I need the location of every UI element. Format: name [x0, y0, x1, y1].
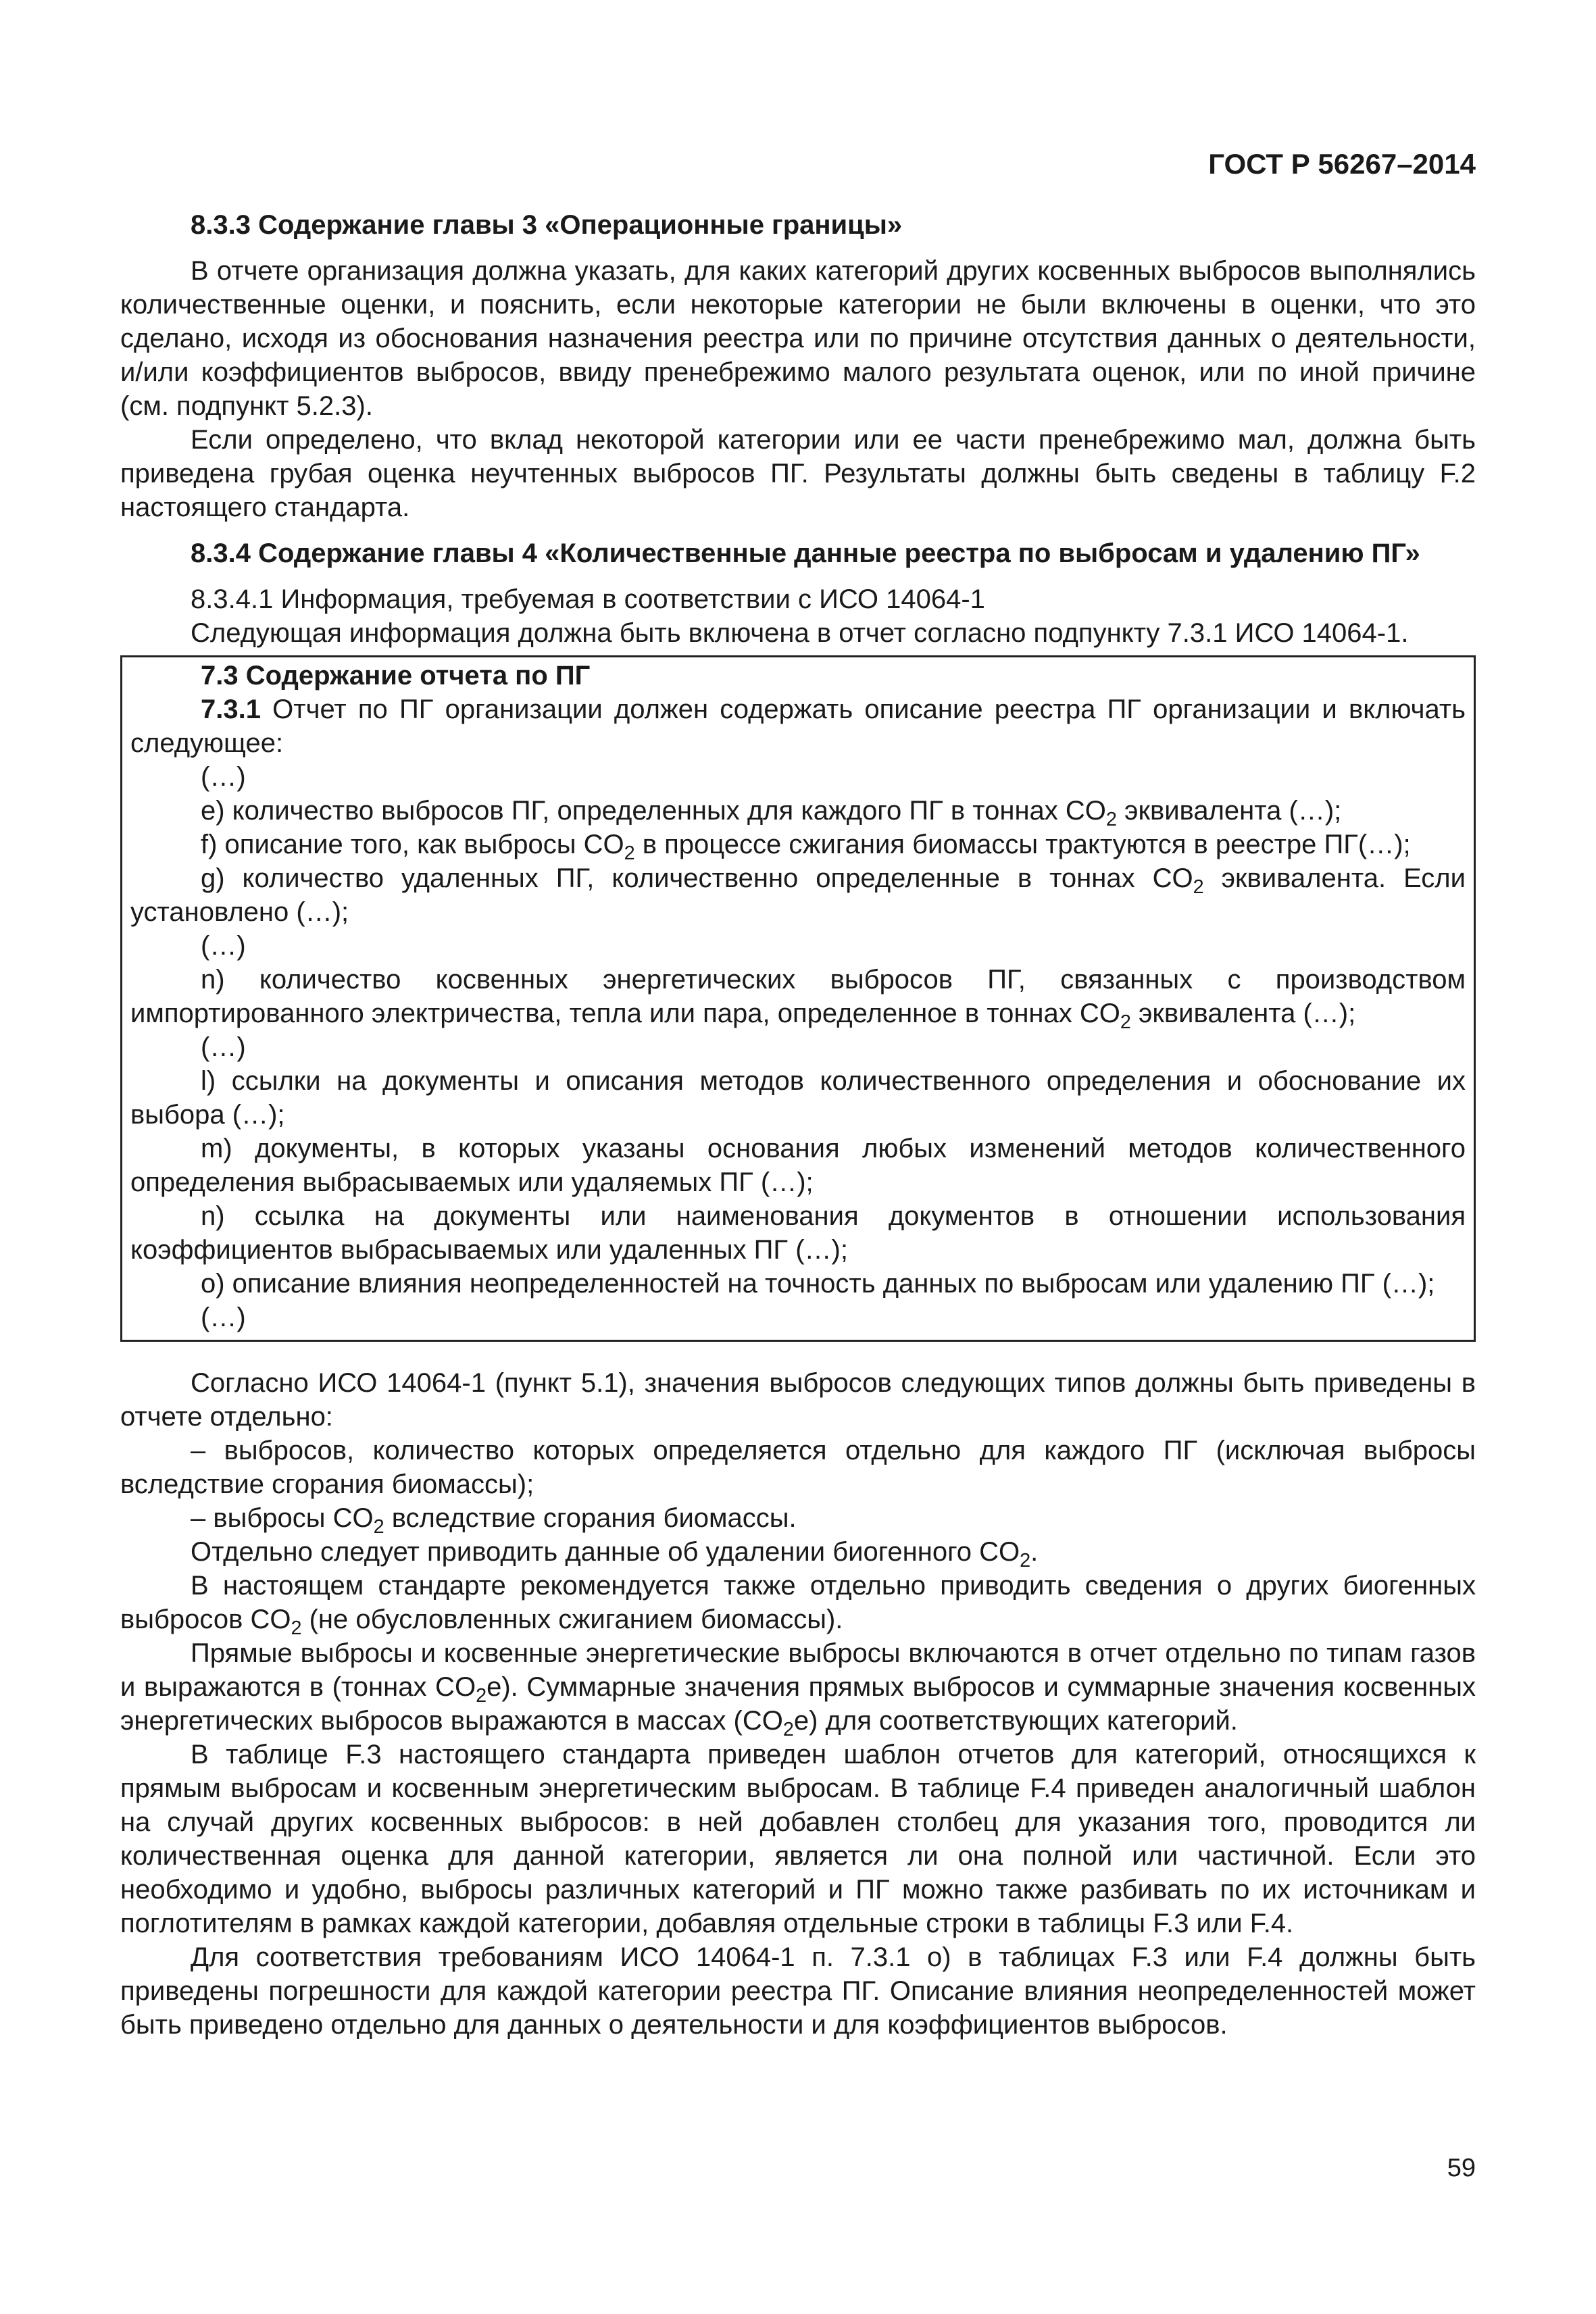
quote-item-g: g) количество удаленных ПГ, количественно определенные в тоннах $CO_2$ эквивалента. Если установлено (…); — [130, 863, 1466, 927]
quote-lead-number: 7.3.1 — [201, 695, 261, 724]
after-quote-paragraph-3: В настоящем стандарте рекомендуется также отдельно приводить сведения о других биогенных выбросов $CO_2$ (не обусловленных сжиганием биомассы). — [120, 1571, 1476, 1639]
section-833-heading: 8.3.3 Содержание главы 3 «Операционные границы» — [191, 210, 903, 240]
page-number: 59 — [1447, 2154, 1476, 2182]
quote-ellipsis-4: (…) — [201, 1303, 246, 1332]
section-833-paragraph-1: В отчете организация должна указать, для каких категорий других косвенных выбросов выполнялись количественные оценки, и пояснить, если некоторые категории не были включены в оценки, что это сделано, исходя из обоснования назначения реестра или по причине отсутствия данных о деятельности, и/или коэффициентов выбросов, ввиду пренебрежимо малого результата оценок, или по иной причине (см. подпункт 5.2.3). — [120, 256, 1476, 421]
after-quote-dash-item-1: – выбросов, количество которых определяется отдельно для каждого ПГ (исключая выбросы вследствие сгорания биомассы); — [120, 1436, 1476, 1499]
quote-lead-text: Отчет по ПГ организации должен содержать описание реестра ПГ организации и включать следующее: — [130, 695, 1466, 758]
quote-item-o: о) описание влияния неопределенностей на точность данных по выбросам или удалению ПГ (…); — [201, 1269, 1435, 1299]
section-834-intro: Следующая информация должна быть включена в отчет согласно подпункту 7.3.1 ИСО 14064-1. — [191, 618, 1409, 648]
quoted-standard-box — [120, 655, 1476, 1342]
after-quote-dash-item-2: – выбросы $CO_2$ вследствие сгорания биомассы. — [191, 1503, 797, 1538]
subscript: 2 — [1193, 876, 1204, 898]
document-code: ГОСТ Р 56267–2014 — [1208, 148, 1476, 180]
section-8341-subtitle: 8.3.4.1 Информация, требуемая в соответствии с ИСО 14064-1 — [191, 584, 985, 614]
subscript: 2 — [1120, 1011, 1131, 1033]
quote-ellipsis-2: (…) — [201, 931, 246, 961]
quote-item-n-energy: n) количество косвенных энергетических выбросов ПГ, связанных с производством импортированного электричества, тепла или пара, определенное в тоннах $CO_2$ эквивалента (…); — [130, 965, 1466, 1033]
quote-ellipsis-3: (…) — [201, 1032, 246, 1062]
after-quote-paragraph-2: Отдельно следует приводить данные об удалении биогенного $CO_2$. — [191, 1537, 1039, 1571]
quote-item-e: e) количество выбросов ПГ, определенных для каждого ПГ в тоннах $CO_2$ эквивалента (…); — [201, 796, 1342, 830]
subscript: 2 — [624, 842, 635, 864]
page-content — [120, 147, 1476, 2042]
subscript: 2 — [782, 1718, 794, 1740]
subscript: 2 — [1105, 808, 1117, 830]
after-quote-paragraph-4: Прямые выбросы и косвенные энергетические выбросы включаются в отчет отдельно по типам газов и выражаются в (тоннах $CO_2е$). Суммарные значения прямых выбросов и суммарные значения косвенных энергетических выбросов выражаются в массах $(CO_2е)$ для соответствующих категорий. — [120, 1638, 1476, 1740]
quote-item-l: l) ссылки на документы и описания методов количественного определения и обоснование их выбора (…); — [130, 1066, 1466, 1130]
section-833-paragraph-2: Если определено, что вклад некоторой категории или ее части пренебрежимо мал, должна быть приведена грубая оценка неучтенных выбросов ПГ. Результаты должны быть сведены в таблицу F.2 настоящего стандарта. — [120, 425, 1476, 522]
quote-item-f: f) описание того, как выбросы $CO_2$ в процессе сжигания биомассы трактуются в реестре ПГ(…); — [201, 830, 1411, 864]
quote-title: 7.3 Содержание отчета по ПГ — [201, 661, 591, 690]
after-quote-paragraph-6: Для соответствия требованиям ИСО 14064-1 п. 7.3.1 о) в таблицах F.3 или F.4 должны быть приведены погрешности для каждой категории реестра ПГ. Описание влияния неопределенностей может быть приведено отдельно для данных о деятельности и для коэффициентов выбросов. — [120, 1942, 1476, 2040]
quote-ellipsis-1: (…) — [201, 762, 246, 792]
subscript: 2 — [373, 1515, 384, 1538]
section-834-heading: 8.3.4 Содержание главы 4 «Количественные данные реестра по выбросам и удалению ПГ» — [191, 538, 1420, 568]
after-quote-paragraph-1: Согласно ИСО 14064-1 (пункт 5.1), значения выбросов следующих типов должны быть приведены в отчете отдельно: — [120, 1368, 1476, 1432]
quote-lead-paragraph — [130, 693, 1466, 760]
after-quote-paragraph-5: В таблице F.3 настоящего стандарта приведен шаблон отчетов для категорий, относящихся к прямым выбросам и косвенным энергетическим выбросам. В таблице F.4 приведен аналогичный шаблон на случай других косвенных выбросов: в ней добавлен столбец для указания того, проводится ли количественная оценка для данной категории, является ли она полной или частичной. Если это необходимо и удобно, выбросы различных категорий и ПГ можно также разбивать по их источникам и поглотителям в рамках каждой категории, добавляя отдельные строки в таблицы F.3 или F.4. — [120, 1740, 1476, 1938]
subscript: 2 — [476, 1684, 487, 1707]
subscript: 2 — [1020, 1549, 1031, 1571]
subscript: 2 — [291, 1617, 302, 1639]
quote-item-n-references: n) ссылка на документы или наименования документов в отношении использования коэффициентов выбрасываемых или удаленных ПГ (…); — [130, 1201, 1466, 1265]
quote-item-m: m) документы, в которых указаны основания любых изменений методов количественного определения выбрасываемых или удаляемых ПГ (…); — [130, 1134, 1466, 1197]
